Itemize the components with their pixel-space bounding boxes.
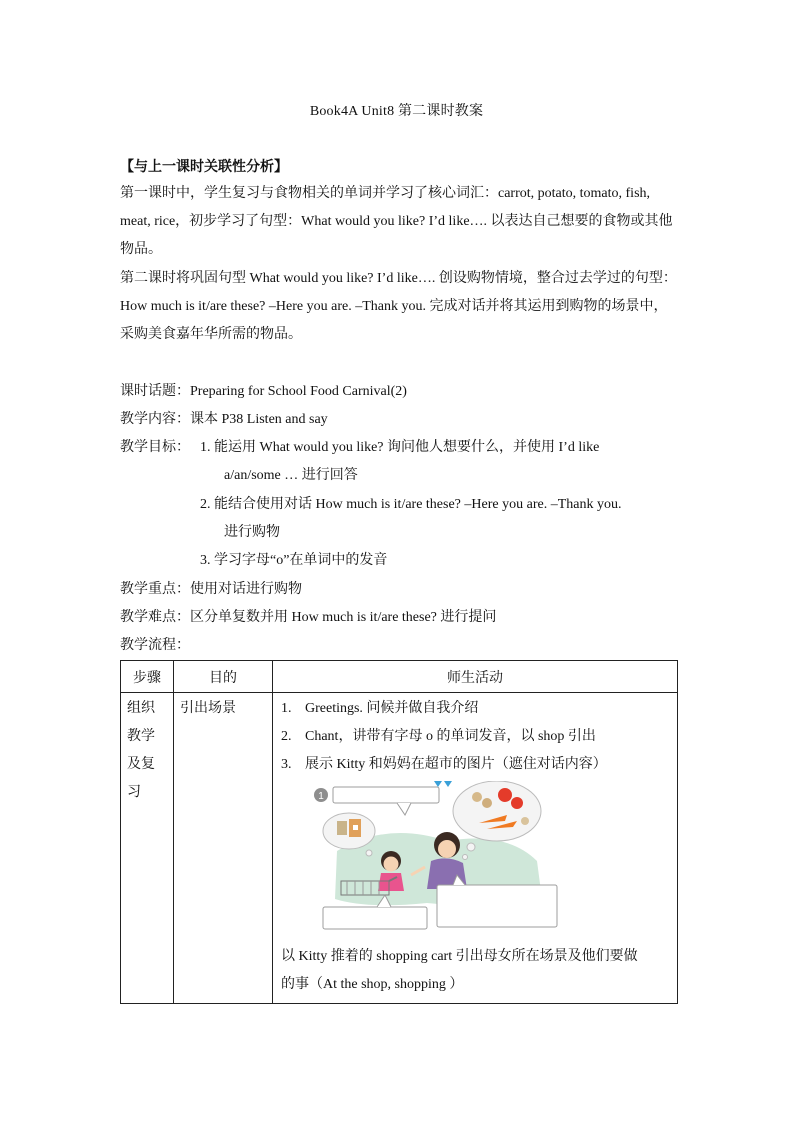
activity-note-line-1: 以 Kitty 推着的 shopping cart 引出母女所在场景及他们要做 bbox=[281, 949, 638, 964]
goal-1-line-2: a/an/some … 进行回答 bbox=[224, 468, 358, 483]
activity-item: 2. Chant，讲带有字母 o 的单词发音，以 shop 引出 bbox=[281, 729, 596, 744]
relevance-paragraph-1: 第一课时中，学生复习与食物相关的单词并学习了核心词汇：carrot, potato, tomato, fish, meat, rice，初步学习了句型：What would you like? I’d like…. 以表达自己想要的食物或其他物品。 bbox=[120, 186, 673, 257]
goal-2-line-2: 进行购物 bbox=[224, 525, 280, 540]
activity-item: 3. 展示 Kitty 和妈妈在超市的图片（遮住对话内容） bbox=[281, 757, 607, 772]
lesson-content: 教学内容：课本 P38 Listen and say bbox=[120, 412, 328, 427]
figure-number: 1 bbox=[318, 791, 324, 802]
kitty-and-mother-shopping-picture bbox=[307, 781, 563, 939]
textbook-illustration bbox=[307, 781, 563, 939]
step-text: 组织 bbox=[127, 701, 155, 716]
header-goal: 目的 bbox=[174, 661, 273, 693]
header-step: 步骤 bbox=[121, 661, 174, 693]
goal-3: 3. 学习字母“o”在单词中的发音 bbox=[200, 553, 388, 568]
step-cell bbox=[121, 693, 174, 1004]
flow-label: 教学流程： bbox=[120, 638, 190, 653]
activity-item: 1. Greetings. 问候并做自我介绍 bbox=[281, 701, 479, 716]
step-text: 教学 bbox=[127, 729, 155, 744]
lesson-meta bbox=[120, 378, 680, 434]
header-activity: 师生活动 bbox=[273, 661, 678, 693]
goal-1-line-1: 1. 能运用 What would you like? 询问他人想要什么，并使用 I’d like bbox=[200, 440, 600, 455]
document-title: Book4A Unit8 第二课时教案 bbox=[309, 104, 484, 119]
goals-label: 教学目标： bbox=[120, 440, 190, 455]
activity-cell bbox=[273, 693, 678, 1004]
step-text: 习 bbox=[127, 785, 141, 800]
difficult-point: 教学难点：区分单复数并用 How much is it/are these? 进行提问 bbox=[120, 610, 497, 625]
table-header-row bbox=[121, 661, 678, 693]
table-row bbox=[121, 693, 678, 1004]
teaching-flow-table bbox=[120, 660, 678, 1004]
step-text: 及复 bbox=[127, 757, 155, 772]
audio-icon bbox=[434, 781, 452, 787]
goal-2-line-1: 2. 能结合使用对话 How much is it/are these? –Here you are. –Thank you. bbox=[200, 497, 622, 512]
key-point: 教学重点：使用对话进行购物 bbox=[120, 582, 302, 597]
goal-cell: 引出场景 bbox=[174, 693, 273, 1004]
activity-note-line-2: 的事（At the shop, shopping ） bbox=[281, 977, 464, 992]
section-heading: 【与上一课时关联性分析】 bbox=[120, 160, 288, 175]
lesson-topic: 课时话题：Preparing for School Food Carnival(2) bbox=[120, 384, 407, 399]
relevance-paragraph-2: 第二课时将巩固句型 What would you like? I’d like…. 创设购物情境，整合过去学过的句型：How much is it/are these? –Here you are. –Thank you. 完成对话并将其运用到购物的场景中，采购美食嘉年华所需的物品。 bbox=[120, 271, 677, 342]
